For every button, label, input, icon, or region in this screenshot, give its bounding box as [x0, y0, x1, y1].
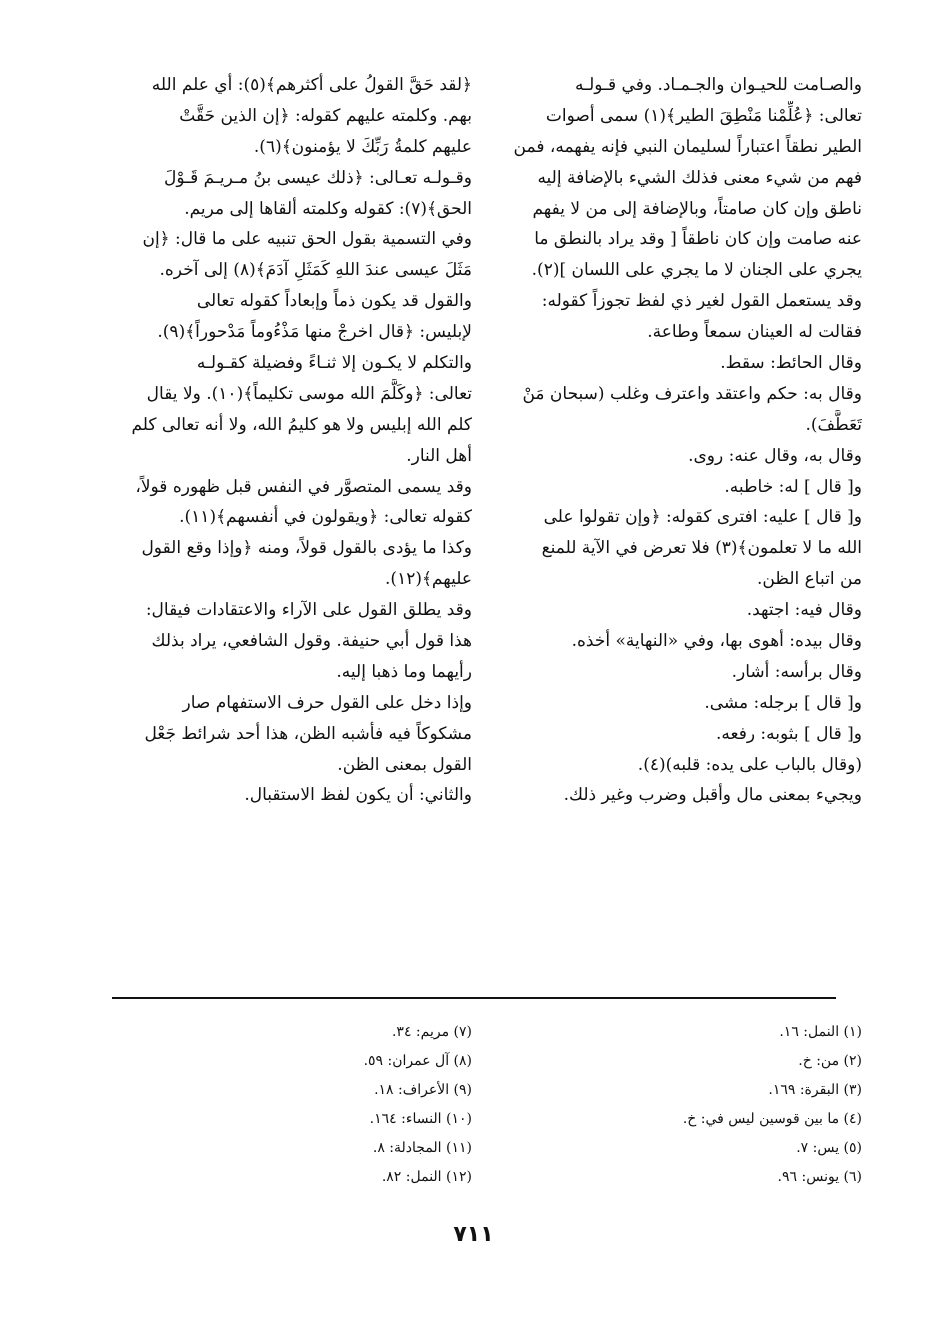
left-text-column: [112, 70, 472, 811]
footnote: (٨) آل عمران: ٥٩.: [363, 1053, 472, 1069]
text-line: يجري على الجنان لا ما يجري على اللسان ](٢).: [531, 260, 862, 281]
footnotes-left-column: [172, 1018, 472, 1192]
text-line: وقال الحائط: سقط.: [720, 353, 862, 374]
text-line: فقالت له العينان سمعاً وطاعة.: [647, 322, 862, 343]
text-line: عليهم﴾(١٢).: [385, 569, 472, 590]
text-line: و[ قال ] برجله: مشى.: [704, 692, 862, 713]
text-line: وقد يستعمل القول لغير ذي لفظ تجوزاً كقوله:: [541, 291, 862, 312]
text-line: هذا قول أبي حنيفة. وقول الشافعي، يراد بذلك: [151, 631, 472, 652]
text-line: وقد يطلق القول على الآراء والاعتقادات فيقال:: [145, 600, 472, 621]
text-line: الله ما لا تعلمون﴾(٣) فلا تعرض في الآية للمنع: [541, 538, 862, 559]
text-line: القول بمعنى الظن.: [337, 754, 472, 775]
text-line: الطير نطقاً اعتباراً لسليمان النبي فإنه يفهمه، فمن: [513, 136, 862, 157]
footnote: (٩) الأعراف: ١٨.: [374, 1082, 472, 1098]
text-line: والصـامت للحيـوان والجـمـاد. وفي قـولـه: [574, 75, 862, 95]
footnote: (٦) يونس: ٩٦.: [777, 1169, 862, 1185]
footnote: (١) النمل: ١٦.: [779, 1024, 862, 1040]
text-line: من اتباع الظن.: [757, 569, 862, 590]
footnote: (١٠) النساء: ١٦٤.: [369, 1111, 472, 1127]
footnote: (١١) المجادلة: ٨.: [372, 1140, 472, 1156]
text-line: وفي التسمية بقول الحق تنبيه على ما قال: ﴿إن: [142, 229, 472, 250]
footnotes-right-column: [502, 1018, 862, 1192]
text-line: والتكلم لا يكـون إلا ثنـاءً وفضيلة كقـولـه: [196, 353, 472, 374]
text-line: كلم الله إبليس ولا هو كليمُ الله، ولا أنه تعالى كلم: [131, 414, 472, 435]
text-line: وقال فيه: اجتهد.: [746, 600, 862, 621]
text-line: تعالى: ﴿وكَلَّمَ الله موسى تكليماً﴾(١٠). ولا يقال: [146, 383, 472, 404]
text-line: تَعَطَّفَ).: [805, 414, 862, 435]
text-line: فهم من شيء معنى فذلك الشيء بالإضافة إليه: [537, 167, 862, 188]
text-line: و[ قال ] له: خاطبه.: [724, 476, 862, 497]
footnote: (٧) مريم: ٣٤.: [391, 1024, 472, 1040]
text-line: رأيهما وما ذهبا إليه.: [336, 661, 472, 682]
text-line: لإبليس: ﴿قال اخرجْ منها مَذْءُوماً مَدْحوراً﴾(٩).: [157, 322, 472, 343]
text-line: عنه صامت وإن كان ناطقاً [ وقد يراد بالنطق ما: [534, 229, 862, 250]
footnote: (٢) من: خ.: [798, 1053, 862, 1069]
text-line: بهم. وكلمته عليهم كقوله: ﴿إن الذين حَقَّتْ: [179, 105, 472, 126]
text-line: وقـولـه تعـالى: ﴿ذلك عيسى بنُ مـريـمَ قَـوْلَ: [163, 167, 472, 188]
footnote: (٤) ما بين قوسين ليس في: خ.: [682, 1111, 862, 1127]
text-line: وكذا ما يؤدى بالقول قولاً، ومنه ﴿وإذا وقع القول: [141, 538, 472, 559]
footnote: (١٢) النمل: ٨٢.: [381, 1169, 472, 1185]
text-line: مَثَلَ عيسى عندَ اللهِ كَمَثَلِ آدَمَ﴾(٨) إلى آخره.: [159, 260, 472, 281]
text-line: والثاني: أن يكون لفظ الاستقبال.: [244, 785, 472, 806]
text-line: والقول قد يكون ذماً وإبعاداً كقوله تعالى: [196, 291, 472, 312]
text-line: كقوله تعالى: ﴿ويقولون في أنفسهم﴾(١١).: [179, 507, 472, 528]
page-number: ٧١١: [453, 1222, 494, 1247]
text-line: وقال بيده: أهوى بها، وفي «النهاية» أخذه.: [571, 631, 862, 652]
text-line: ويجيء بمعنى مال وأقبل وضرب وغير ذلك.: [563, 785, 862, 806]
text-line: وقال به، وقال عنه: روى.: [688, 445, 862, 466]
text-line: مشكوكاً فيه فأشبه الظن، هذا أحد شرائط جَعْل: [144, 723, 472, 744]
text-line: وقال برأسه: أشار.: [731, 661, 862, 682]
right-text-column: [482, 70, 862, 811]
footnote: (٥) يس: ٧.: [796, 1140, 862, 1156]
text-line: و[ قال ] عليه: افترى كقوله: ﴿وإن تقولوا على: [543, 507, 862, 528]
text-line: وإذا دخل على القول حرف الاستفهام صار: [182, 692, 472, 713]
text-line: وقال به: حكم واعتقد واعترف وغلب (سبحان مَنْ: [522, 383, 862, 404]
text-line: عليهم كلمةُ رَبِّكَ لا يؤمنون﴾(٦).: [253, 136, 472, 157]
text-line: الحق﴾(٧): كقوله وكلمته ألقاها إلى مريم.: [184, 198, 472, 219]
footnote-separator: [112, 997, 836, 999]
text-line: وقد يسمى المتصوَّر في النفس قبل ظهوره قولاً،: [135, 476, 472, 497]
text-line: ناطق وإن كان صامتاً، وبالإضافة إلى من لا يفهم: [532, 198, 862, 219]
text-line: و[ قال ] بثوبه: رفعه.: [715, 723, 862, 744]
text-line: تعالى: ﴿عُلِّمْنا مَنْطِقَ الطير﴾(١) سمى أصوات: [545, 105, 862, 126]
text-line: ﴿لقد حَقَّ القولُ على أكثرهم﴾(٥): أي علم الله: [151, 75, 472, 95]
text-line: أهل النار.: [406, 445, 472, 466]
footnote: (٣) البقرة: ١٦٩.: [768, 1082, 862, 1098]
text-line: (وقال بالباب على يده: قلبه)(٤).: [637, 754, 862, 775]
